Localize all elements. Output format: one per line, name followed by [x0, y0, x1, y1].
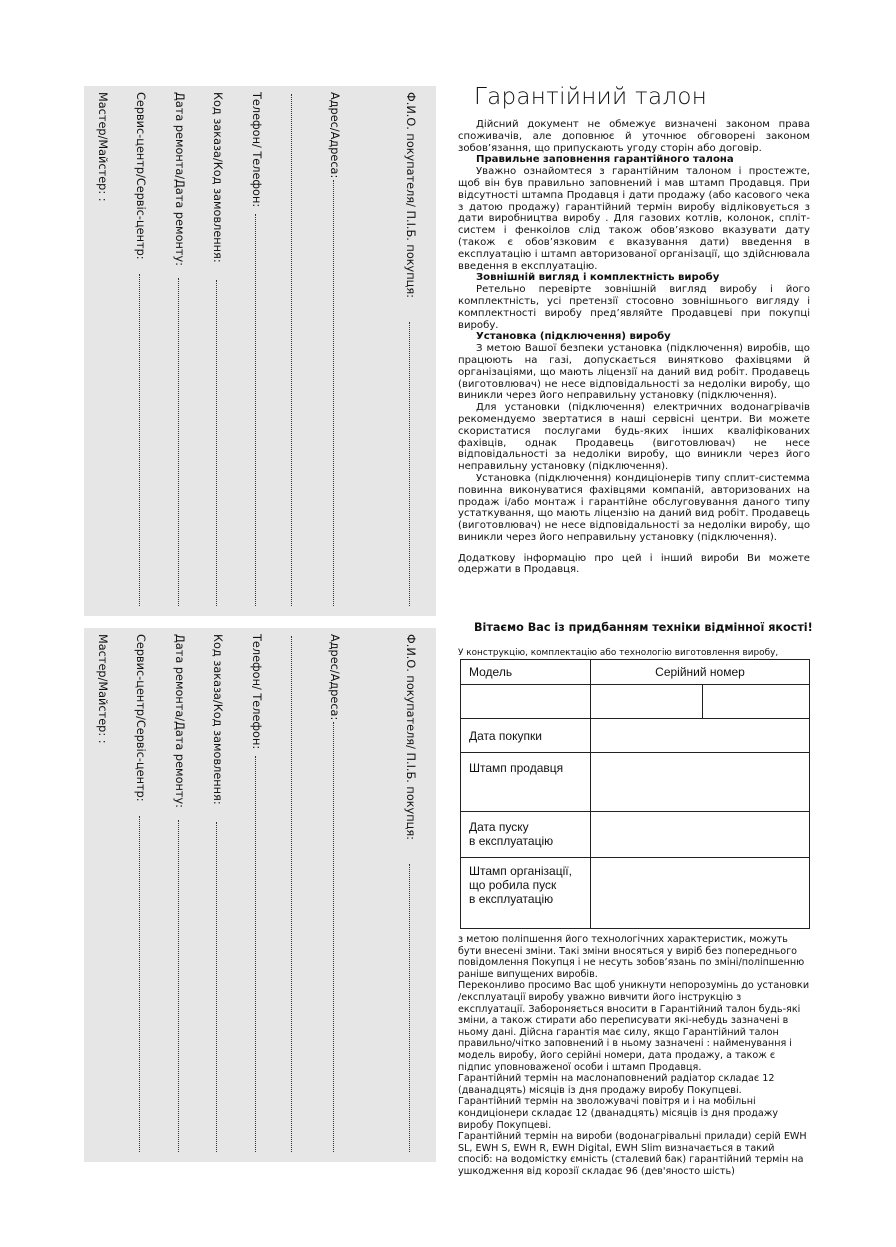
- service-coupon-2: [84, 628, 436, 1162]
- fill-line: [409, 322, 410, 606]
- fill-line: [291, 94, 292, 606]
- field-address-line-2[interactable]: [282, 92, 302, 606]
- conditions-paragraph: Гарантійний термін на зволожувачі повітря и і на мобільні кондиціонери складає 12 (дванадцять) місяців із дня продажу виробу Покупцеві.: [458, 1096, 779, 1131]
- warranty-terms: [458, 119, 810, 576]
- fill-line: [333, 180, 334, 606]
- org-stamp-label-line1: Штамп організації,: [469, 864, 572, 878]
- page-title: Гарантійний талон: [474, 84, 708, 110]
- org-stamp-label: [461, 858, 591, 929]
- fill-line: [255, 756, 256, 1152]
- field-repair-date[interactable]: [169, 634, 189, 1152]
- conditions-paragraph: з метою поліпшення його технологічних характеристик, можуть бути внесені зміни. Такі зміни вносяться у вирiб без попереднього повідомлення Покупця і не несуть зобов’язань по зміні/поліпшенню раніше випущених виробів.: [458, 934, 805, 980]
- field-label: Телефон/ Телефон:: [250, 92, 263, 208]
- field-buyer-name[interactable]: [400, 634, 420, 1152]
- field-address-line-2[interactable]: [282, 634, 302, 1152]
- field-master[interactable]: [92, 92, 112, 606]
- conditions-paragraph: Гарантійний термін на маслонаповнений радіатор складає 12 (дванадцять) місяців із дня продажу виробу Покупцеві.: [458, 1073, 775, 1096]
- fill-line: [139, 816, 140, 1152]
- field-repair-date[interactable]: [169, 92, 189, 606]
- serial-value-cell-2[interactable]: [703, 685, 810, 719]
- field-label: Ф.И.О. покупателя/ П.І.Б. покупця:: [404, 92, 417, 298]
- section-heading: Зовнішній вигляд і комплектність виробу: [476, 272, 720, 284]
- field-label: Адрес/Адреса:: [328, 92, 341, 179]
- fill-line: [216, 822, 217, 1152]
- seller-stamp-label: Штамп продавця: [461, 753, 591, 812]
- fill-line: [291, 636, 292, 1152]
- fill-line: [409, 864, 410, 1152]
- section-paragraph: Уважно ознайомтеся з гарантійним талоном і простежте, щоб він був правильно заповнений і мав штамп Продавця. При відсутності штампа Продавця і дати продажу (або касового чека з датою продажу) гарантійний термін виробу відліковується з дати виробництва виробу . Для газових котлів, колонок, спліт-систем і фенкоілов слід також обов’язково вказувати дату (також є обов’язковим є вказування дати) введення в експлуатацію і штамп авторизованої організації, що здійснювала введення в експлуатацію.: [458, 166, 810, 272]
- intro-paragraph: Дійсний документ не обмежує визначені законом права споживачів, але доповнює й уточнює обговорені законом зобов’язання, що припускають угоду сторін або договір.: [458, 119, 810, 154]
- fill-line: [333, 722, 334, 1152]
- conditions-paragraph: Переконливо просимо Вас щоб уникнути непорозумінь до установки /експлуатації виробу уважно вивчити його інструкцію з експлуатації. Забороняється вносити в Гарантійний талон будь-які зміни, а також стирати або переписувати які-небудь зазначені в ньому дані. Дійсна гарантія має силу, якщо Гарантійний талон правильно/чітко заповнений і в ньому зазначені : найменування і модель виробу, його серійні номери, дата продажу, а також є підпис уповноваженої особи і штамп Продавця.: [458, 980, 810, 1073]
- field-address[interactable]: [324, 634, 344, 1152]
- org-stamp-cell[interactable]: [591, 858, 810, 929]
- field-phone[interactable]: [246, 92, 266, 606]
- section-paragraph: З метою Вашої безпеки установка (підключення) виробів, що працюють на газі, допускається винятково фахівцями й організаціями, що мають ліцензії на даний вид робіт. Продавець (виготовлювач) не несе відповідальності за недоліки виробу, що виникли через його неправильну установку (підключення).: [458, 343, 810, 402]
- field-label: [286, 92, 299, 94]
- launch-date-label-line2: в експлуатацію: [469, 834, 554, 848]
- serial-header: Серійний номер: [591, 660, 810, 685]
- launch-date-cell[interactable]: [591, 812, 810, 858]
- service-coupon-1: [84, 86, 436, 616]
- field-label: Код заказа/Код замовлення:: [211, 634, 224, 805]
- field-master[interactable]: [92, 634, 112, 1152]
- warranty-table: [460, 659, 810, 929]
- field-label: Код заказа/Код замовлення:: [211, 92, 224, 263]
- fill-line: [178, 278, 179, 606]
- table-lead-text: У конструкцію, комплектацію або технологію виготовлення виробу,: [458, 648, 779, 658]
- field-phone[interactable]: [246, 634, 266, 1152]
- org-stamp-label-line2: що робила пуск: [469, 878, 557, 892]
- field-order-code[interactable]: [207, 634, 227, 1152]
- fill-line: [139, 274, 140, 606]
- extra-info: Додаткову інформацію про цей і інший вироби Ви можете одержати в Продавця.: [458, 552, 810, 576]
- field-address[interactable]: [324, 92, 344, 606]
- field-label: Мастер/Майстер: :: [96, 92, 109, 202]
- field-label: Телефон/ Телефон:: [250, 634, 263, 750]
- greeting-heading: Вітаємо Вас із придбанням техніки відмінної якості!: [474, 621, 813, 634]
- field-service-center[interactable]: [130, 634, 150, 1152]
- fill-line: [216, 280, 217, 606]
- field-order-code[interactable]: [207, 92, 227, 606]
- section-heading: Установка (підключення) виробу: [476, 331, 671, 343]
- field-label: Мастер/Майстер: :: [96, 634, 109, 744]
- model-value-cell[interactable]: [461, 685, 591, 719]
- launch-date-label-line1: Дата пуску: [469, 820, 529, 834]
- section-paragraph: Ретельно перевірте зовнішній вигляд виробу і його комплектність, усі претензії стосовно зовнішнього вигляду і комплектності виробу пред’являйте Продавцеві при покупці виробу.: [458, 284, 810, 331]
- fill-line: [178, 820, 179, 1152]
- fill-line: [255, 214, 256, 606]
- field-label: [286, 634, 299, 636]
- launch-date-label: [461, 812, 591, 858]
- field-buyer-name[interactable]: [400, 92, 420, 606]
- model-header: Модель: [461, 660, 591, 685]
- field-label: Дата ремонта/Дата ремонту:: [173, 92, 186, 266]
- field-label: Сервис-центр/Сервіс-центр:: [134, 92, 147, 260]
- conditions-paragraph: Гарантійний термін на вироби (водонагрівальні прилади) серій EWH SL, EWH S, EWH R, EWH Digital, EWH Slim визначається в такий спосіб: на водомістку ємність (сталевий бак) гарантійний термін на ушкодження від корозії складає 96 (дев'яносто шість): [458, 1131, 807, 1177]
- field-label: Адрес/Адреса:: [328, 634, 341, 721]
- purchase-date-cell[interactable]: [591, 719, 810, 753]
- field-label: Сервис-центр/Сервіс-центр:: [134, 634, 147, 802]
- purchase-date-label: Дата покупки: [461, 719, 591, 753]
- seller-stamp-cell[interactable]: [591, 753, 810, 812]
- section-paragraph: Для установки (підключення) електричних водонагрівачів рекомендуємо звертатися в наші сервісні центри. Ви можете скористатися послугами будь-яких інших кваліфікованих фахівців, однак Продавець (виготовлювач) не несе відповідальності за недоліки виробу, що виникли через його неправильну установку (підключення).: [458, 402, 810, 473]
- field-service-center[interactable]: [130, 92, 150, 606]
- warranty-conditions: [458, 934, 810, 1177]
- field-label: Дата ремонта/Дата ремонту:: [173, 634, 186, 808]
- field-label: Ф.И.О. покупателя/ П.І.Б. покупця:: [404, 634, 417, 840]
- org-stamp-label-line3: в експлуатацію: [469, 892, 554, 906]
- section-heading: Правильне заповнення гарантійного талона: [476, 154, 734, 166]
- section-paragraph: Установка (підключення) кондиціонерів типу сплит-системма повинна виконуватися фахівцями компаній, авторизованих на продаж і/або монтаж і гарантійне обслуговування даного типу устаткування, що мають ліцензію на даний вид робіт. Продавець (виготовлювач) не несе відповідальності за недоліки виробу, що виникли через його неправильну установку (підключення).: [458, 472, 810, 543]
- serial-value-cell-1[interactable]: [591, 685, 703, 719]
